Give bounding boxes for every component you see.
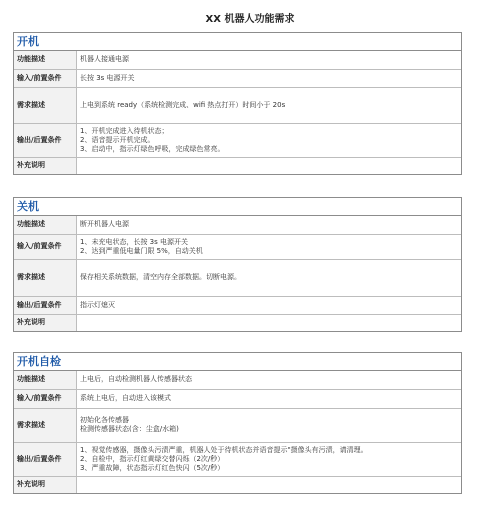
- section-power-off: [13, 197, 462, 332]
- table-row: [14, 371, 461, 389]
- row-label: 需求描述: [14, 259, 77, 296]
- table-row: [14, 69, 461, 87]
- row-text: 保存相关系统数据，清空内存全部数据。切断电源。: [80, 273, 241, 281]
- row-text: 1、开机完成进入待机状态；: [80, 126, 169, 135]
- row-text: 断开机器人电源: [80, 220, 129, 229]
- row-text: 上电后，自动检测机器人传感器状态: [80, 375, 192, 384]
- row-label: 需求描述: [14, 87, 77, 123]
- table-row: [14, 259, 461, 296]
- row-value: [77, 259, 462, 296]
- row-value: [77, 69, 462, 87]
- row-label: 需求描述: [14, 408, 77, 442]
- row-text: 1、未充电状态，长按 3s 电源开关: [80, 237, 189, 246]
- row-value: [77, 476, 462, 493]
- row-value: [77, 157, 462, 174]
- table-row: [14, 216, 461, 234]
- section-power-on-self-test: [13, 352, 462, 494]
- row-label: 功能描述: [14, 51, 77, 69]
- table-row: [14, 87, 461, 123]
- row-value: [77, 296, 462, 314]
- row-label: 功能描述: [14, 371, 77, 389]
- table-row: [14, 476, 461, 493]
- section-heading: 开机: [14, 33, 461, 51]
- row-text: 检测传感器状态(含：尘盒/水箱): [80, 425, 179, 433]
- row-label: 输入/前置条件: [14, 389, 77, 408]
- table-row: [14, 234, 461, 259]
- row-text: 初始化各传感器: [80, 416, 129, 424]
- row-label: 补充说明: [14, 476, 77, 493]
- row-label: 输出/后置条件: [14, 296, 77, 314]
- row-value: [77, 408, 462, 442]
- section-heading: 开机自检: [14, 353, 461, 371]
- requirements-table: [14, 51, 461, 174]
- row-value: [77, 87, 462, 123]
- row-text: 1、视觉传感器，摄像头污渍严重，机器人处于待机状态并语音提示"摄像头有污渍，请清理。: [80, 445, 368, 454]
- row-label: 输出/后置条件: [14, 123, 77, 157]
- table-row: [14, 296, 461, 314]
- row-label: 补充说明: [14, 157, 77, 174]
- table-row: [14, 51, 461, 69]
- row-label: 输入/前置条件: [14, 234, 77, 259]
- row-text: 系统上电后，自动进入该模式: [80, 394, 171, 402]
- row-text: 长按 3s 电源开关: [80, 73, 135, 82]
- row-value: [77, 389, 462, 408]
- row-value: [77, 371, 462, 389]
- table-row: [14, 123, 461, 157]
- row-label: 功能描述: [14, 216, 77, 234]
- document-title: XX 机器人功能需求: [205, 14, 295, 25]
- table-row: [14, 408, 461, 442]
- row-value: [77, 51, 462, 69]
- table-row: [14, 157, 461, 174]
- row-value: [77, 216, 462, 234]
- row-value: [77, 123, 462, 157]
- row-text: 2、自检中，指示灯红黄绿交替闪烁（2次/秒）: [80, 454, 225, 463]
- table-row: [14, 314, 461, 331]
- requirements-table: [14, 371, 461, 493]
- row-text: 3、启动中，指示灯绿色呼吸，完成绿色常亮。: [80, 144, 225, 153]
- row-text: 2、达到严重低电量门限 5%，自动关机: [80, 246, 203, 255]
- row-text: 3、严重故障，状态指示灯红色快闪（5次/秒）: [80, 463, 225, 472]
- table-row: [14, 389, 461, 408]
- row-text: 2、语音提示开机完成。: [80, 135, 155, 144]
- row-text: 指示灯熄灭: [80, 300, 115, 309]
- table-row: [14, 442, 461, 476]
- row-value: [77, 234, 462, 259]
- row-text: 上电到系统 ready（系统检测完成、wifi 热点打开）时间小于 20s: [80, 100, 286, 109]
- section-heading: 关机: [14, 198, 461, 216]
- row-label: 补充说明: [14, 314, 77, 331]
- row-label: 输入/前置条件: [14, 69, 77, 87]
- row-value: [77, 314, 462, 331]
- row-label: 输出/后置条件: [14, 442, 77, 476]
- row-text: 机器人接通电源: [80, 55, 129, 64]
- requirements-table: [14, 216, 461, 331]
- row-value: [77, 442, 462, 476]
- section-power-on: [13, 32, 462, 175]
